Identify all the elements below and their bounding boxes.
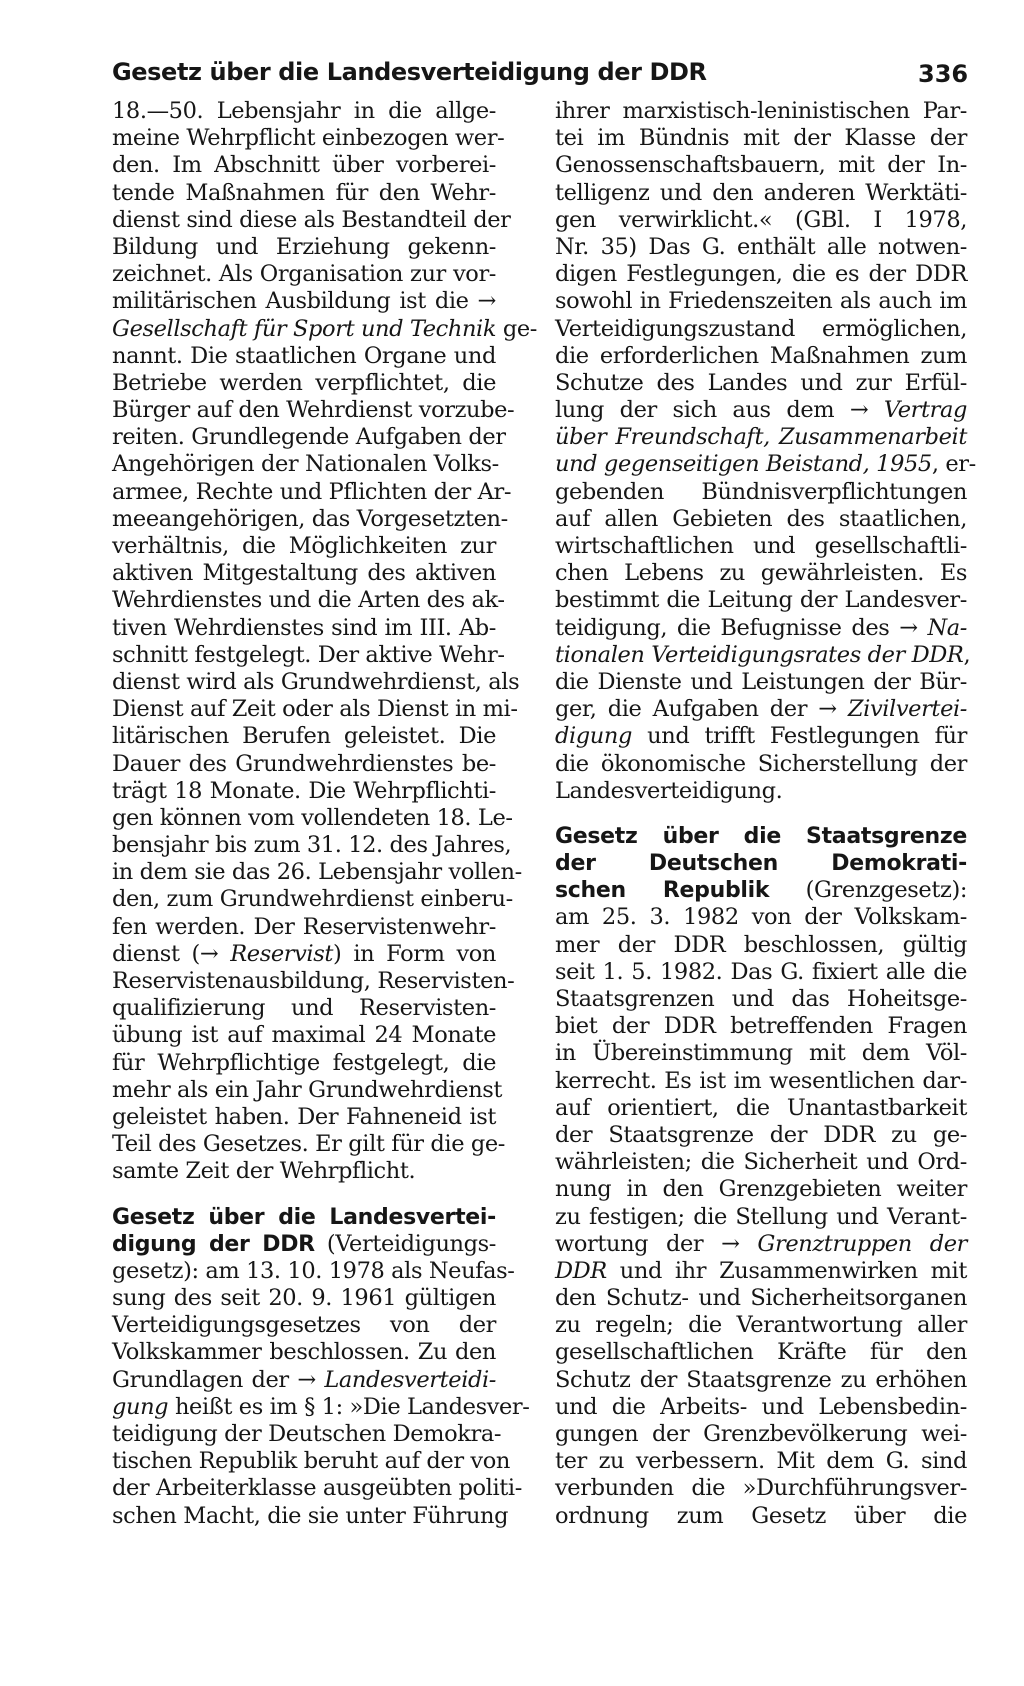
entry-line: teidigung der Deutschen Demokra- [112, 1421, 502, 1447]
entry-text: (Grenzgesetz): [769, 877, 968, 904]
entry-line: biet der DDR betreffenden Fragen [555, 1013, 967, 1040]
entry-line: Genossenschaftsbauern, mit der In- [555, 152, 967, 179]
entry-line: den Schutz- und Sicherheitsorganen [555, 1285, 967, 1312]
entry-line: auf allen Gebieten des staatlichen, [555, 505, 967, 532]
entry-line: mer der DDR beschlossen, gültig [555, 931, 967, 958]
entry-text: teidigung, die Befugnisse des → [555, 614, 928, 641]
entry-line: reiten. Grundlegende Aufgaben der [112, 424, 506, 451]
entry-line: meeangehörigen, das Vorgesetzten- [112, 505, 508, 532]
entry-line: litärischen Berufen geleistet. Die [112, 723, 496, 750]
entry-line: nannt. Die staatlichen Organe und [112, 342, 496, 369]
entry-text: heißt es im § 1: »Die Landesver- [168, 1393, 530, 1420]
entry-line: tischen Republik beruht auf der von [112, 1448, 510, 1475]
entry-line: ter zu verbessern. Mit dem G. sind [555, 1448, 967, 1475]
entry-line: verbunden die »Durchführungsver- [555, 1475, 967, 1502]
cross-reference[interactable]: Zivilvertei- [847, 696, 967, 723]
entry-line: für Wehrpflichtige festgelegt, die [112, 1049, 496, 1076]
entry-line: chen Lebens zu gewährleisten. Es [555, 560, 967, 587]
entry-line: mehr als ein Jahr Grundwehrdienst [112, 1076, 503, 1103]
entry-body-text [555, 904, 967, 1529]
entry-text: ger, die Aufgaben der → [555, 696, 848, 723]
entry-line: qualifizierung und Reservisten- [112, 995, 496, 1022]
entry-line: digen Festlegungen, die es der DDR [555, 261, 967, 288]
entry-line [112, 941, 496, 968]
entry-line: sung des seit 20. 9. 1961 gültigen [112, 1285, 496, 1312]
entry-line: Volkskammer beschlossen. Zu den [112, 1339, 496, 1366]
entry-line: Dauer des Grundwehrdienstes be- [112, 750, 496, 777]
entry-line: sowohl in Friedenszeiten als auch im [555, 288, 967, 315]
cross-reference[interactable]: Gesellschaft für Sport und Technik [112, 315, 497, 342]
entry-line: zu regeln; die Verantwortung aller [555, 1312, 967, 1339]
entry-line: zeichnet. Als Organisation zur vor- [112, 261, 496, 288]
entry-line: samte Zeit der Wehrpflicht. [112, 1158, 416, 1185]
entry-line: ihrer marxistisch-leninistischen Par- [555, 98, 967, 124]
entry-line: gen können vom vollendeten 18. Le- [112, 804, 513, 831]
cross-reference[interactable]: tionalen Verteidigungsrates der DDR [555, 641, 964, 668]
entry-line: die ökonomische Sicherstellung der [555, 750, 967, 777]
entry-line: und die Arbeits- und Lebensbedin- [555, 1393, 967, 1420]
running-header-title: Gesetz über die Landesverteidigung der DDR [112, 58, 707, 86]
entry-line: dienst wird als Grundwehrdienst, als [112, 668, 520, 695]
entry-line: die erforderlichen Maßnahmen zum [555, 342, 967, 369]
entry-line [555, 823, 967, 850]
entry-line [555, 850, 967, 877]
right-column [555, 98, 976, 1530]
entry-line [555, 877, 967, 904]
entry-line: Schutze des Landes und zur Erfül- [555, 369, 967, 396]
entry-line: armee, Rechte und Pflichten der Ar- [112, 478, 512, 505]
entry-line [112, 1204, 496, 1231]
entry-line: bensjahr bis zum 31. 12. des Jahres, [112, 832, 512, 859]
entry-line: telligenz und den anderen Werktäti- [555, 179, 967, 206]
entry-line: Wehrdienstes und die Arten des ak- [112, 587, 505, 614]
entry-line [112, 1231, 496, 1258]
entry-text: und ihr Zusammenwirken mit [606, 1257, 967, 1284]
entry-line: gebenden Bündnisverpflichtungen [555, 478, 967, 505]
entry-line: Angehörigen der Nationalen Volks- [112, 451, 499, 478]
entry-line: tei im Bündnis mit der Klasse der [555, 125, 967, 152]
entry-line [555, 641, 971, 669]
entry-line: gesellschaftlichen Kräfte für den [555, 1339, 967, 1366]
cross-reference-landesverteidigung-cont[interactable]: gung [112, 1393, 169, 1420]
entry-line: schen Macht, die sie unter Führung [112, 1502, 509, 1529]
entry-headword: Gesetz über die Staatsgrenze [555, 823, 967, 849]
entry-line: Landesverteidigung. [555, 777, 783, 804]
entry-line: Bildung und Erziehung gekenn- [112, 233, 496, 260]
entry-line: trägt 18 Monate. Die Wehrpflichti- [112, 777, 496, 804]
cross-reference[interactable]: über Freundschaft, Zusammenarbeit [555, 424, 967, 451]
entry-line [555, 424, 967, 451]
entry-headword: Gesetz über die Landesvertei- [112, 1204, 496, 1230]
entry-line: verhältnis, die Möglichkeiten zur [112, 533, 496, 559]
entry-line [112, 1393, 530, 1421]
entry-line: wirtschaftlichen und gesellschaftli- [555, 533, 967, 559]
entry-line: kerrecht. Es ist im wesentlichen dar- [555, 1067, 967, 1094]
entry-line [555, 696, 967, 723]
page-number: 336 [918, 60, 969, 88]
entry-grenzgesetz [555, 823, 967, 1530]
entry-line [555, 615, 967, 642]
entry-line: geleistet haben. Der Fahneneid ist [112, 1103, 496, 1130]
entry-line: tende Maßnahmen für den Wehr- [112, 179, 496, 206]
entry-line: auf orientiert, die Unantastbarkeit [555, 1094, 967, 1121]
entry-line: meine Wehrpflicht einbezogen wer- [112, 125, 505, 152]
entry-line: ordnung zum Gesetz über die [555, 1502, 967, 1529]
entry-text: ge- [496, 315, 537, 342]
cross-reference-landesverteidigung[interactable]: Landesverteidi- [324, 1366, 496, 1393]
entry-continuation-text [555, 98, 976, 805]
entry-line [555, 1231, 967, 1258]
entry-text: , [963, 641, 971, 668]
entry-text: und trifft Festlegungen für [632, 723, 967, 750]
left-column [112, 98, 537, 1530]
entry-line: Betriebe werden verpflichtet, die [112, 369, 496, 396]
entry-line: tiven Wehrdienstes sind im III. Ab- [112, 614, 496, 641]
entry-line: dienst sind diese als Bestandteil der [112, 206, 511, 233]
entry-line [555, 451, 976, 478]
entry-text: , er- [931, 451, 976, 478]
entry-text: wortung der → [555, 1230, 758, 1257]
entry-line: gesetz): am 13. 10. 1978 als Neufas- [112, 1257, 515, 1284]
cross-reference[interactable]: digung [555, 723, 632, 750]
entry-line: Bürger auf den Wehrdienst vorzube- [112, 397, 515, 424]
entry-headword: schen Republik [555, 878, 770, 904]
cross-reference[interactable]: und gegenseitigen Beistand, 1955 [555, 451, 932, 478]
entry-verteidigungsgesetz [112, 1204, 530, 1530]
entry-line [555, 723, 967, 750]
entry-line: gungen der Grenzbevölkerung wei- [555, 1421, 967, 1447]
entry-line: nung in den Grenzgebieten weiter [555, 1176, 967, 1203]
entry-line [555, 1258, 967, 1285]
entry-line: den. Im Abschnitt über vorberei- [112, 152, 496, 179]
entry-line: Reservistenausbildung, Reservisten- [112, 968, 515, 994]
entry-line [112, 315, 537, 343]
entry-line: Verteidigungszustand ermöglichen, [555, 315, 967, 342]
entry-text: lung der sich aus dem → [555, 397, 884, 424]
entry-continuation-text [112, 98, 537, 1186]
cross-reference[interactable]: Na- [927, 614, 967, 641]
entry-line: am 25. 3. 1982 von der Volkskam- [555, 904, 967, 931]
entry-line: Teil des Gesetzes. Er gilt für die ge- [112, 1131, 505, 1158]
cross-reference[interactable]: Reservist [230, 940, 334, 967]
entry-text: ) in Form von [333, 940, 496, 967]
entry-line: den, zum Grundwehrdienst einberu- [112, 886, 513, 913]
entry-line: schnitt festgelegt. Der aktive Wehr- [112, 641, 505, 668]
entry-text: Grundlagen der → [112, 1366, 325, 1393]
entry-line: militärischen Ausbildung ist die → [112, 288, 496, 315]
entry-line: der Arbeiterklasse ausgeübten politi- [112, 1475, 522, 1502]
entry-line: währleisten; die Sicherheit und Ord- [555, 1149, 967, 1176]
entry-line: gen verwirklicht.« (GBl. I 1978, [555, 206, 967, 233]
entry-line: seit 1. 5. 1982. Das G. fixiert alle die [555, 958, 967, 985]
cross-reference[interactable]: Grenztruppen der [757, 1230, 967, 1257]
entry-text: (Verteidigungs- [314, 1230, 497, 1257]
entry-line: übung ist auf maximal 24 Monate [112, 1022, 496, 1049]
entry-line: in dem sie das 26. Lebensjahr vollen- [112, 859, 522, 886]
entry-line: der Staatsgrenze der DDR zu ge- [555, 1121, 967, 1148]
entry-line: 18.—50. Lebensjahr in die allge- [112, 98, 496, 124]
entry-line: Verteidigungsgesetzes von der [112, 1312, 496, 1339]
cross-reference[interactable]: DDR [555, 1257, 607, 1284]
entry-line: bestimmt die Leitung der Landesver- [555, 587, 967, 614]
entry-headword: der Deutschen Demokrati- [555, 851, 967, 877]
entry-headword: digung der DDR [112, 1231, 315, 1257]
entry-line: Dienst auf Zeit oder als Dienst in mi- [112, 696, 518, 723]
entry-line: aktiven Mitgestaltung des aktiven [112, 560, 496, 587]
entry-line: zu festigen; die Stellung und Verant- [555, 1203, 967, 1230]
entry-line: in Übereinstimmung mit dem Völ- [555, 1040, 967, 1067]
entry-line: Schutz der Staatsgrenze zu erhöhen [555, 1366, 967, 1393]
entry-text: dienst (→ [112, 940, 231, 967]
entry-line: fen werden. Der Reservistenwehr- [112, 913, 496, 940]
entry-line: die Dienste und Leistungen der Bür- [555, 668, 967, 695]
cross-reference[interactable]: Vertrag [883, 397, 967, 424]
entry-line: Nr. 35) Das G. enthält alle notwen- [555, 233, 967, 260]
entry-line: Staatsgrenzen und das Hoheitsge- [555, 986, 967, 1012]
entry-line [555, 397, 967, 424]
entry-line [112, 1367, 496, 1394]
